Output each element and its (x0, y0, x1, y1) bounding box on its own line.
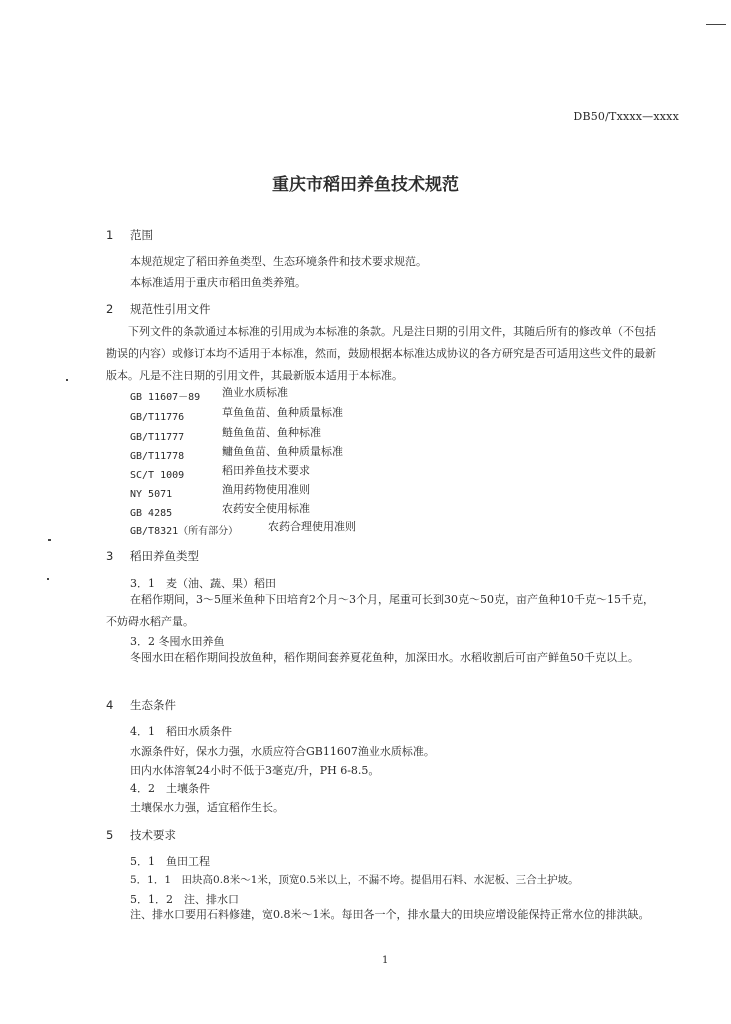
reference-code: GB/T11776 (130, 412, 185, 423)
section-2-heading (106, 301, 211, 317)
section-1-heading (106, 227, 153, 243)
section-title: 稻田养鱼类型 (130, 549, 199, 563)
scan-dot (48, 539, 51, 541)
intro-paragraph: 下列文件的条款通过本标准的引用成为本标准的条款。凡是注日期的引用文件，其随后所有的修改单（不包括勘误的内容）或修订本均不适用于本标准，然而，鼓励根据本标准达成协议的各方研究是否可适用这些文件的最新版本。凡是不注日期的引用文件，其最新版本适用于本标准。 (106, 325, 656, 382)
scan-dot (47, 578, 49, 580)
subsection-heading: 3．2 冬囤水田养鱼 (130, 635, 225, 648)
document-code: DB50/Txxxx—xxxx (573, 110, 679, 123)
section-4-heading (106, 697, 176, 713)
reference-name: 农药安全使用标准 (222, 502, 310, 515)
section-number: 1 (106, 228, 114, 242)
reference-row (130, 405, 184, 424)
reference-name: 鳙鱼鱼苗、鱼种质量标准 (222, 445, 343, 458)
paragraph: 本规范规定了稻田养鱼类型、生态环境条件和技术要求规范。 (130, 255, 427, 268)
section-number: 4 (106, 698, 114, 712)
scan-dot (66, 379, 68, 381)
section-title: 生态条件 (130, 698, 176, 712)
section-title: 技术要求 (130, 828, 176, 842)
reference-row (130, 463, 184, 482)
subsection-heading: 3．1 麦（油、蔬、果）稻田 (130, 577, 276, 590)
reference-name: 渔用药物使用准则 (222, 483, 310, 496)
subsection-heading: 4．2 土壤条件 (130, 782, 210, 795)
section-3-heading (106, 548, 199, 564)
reference-row (130, 501, 172, 520)
section-title: 范围 (130, 228, 153, 242)
clause-item: 5．1．1 田块高0.8米～1米，顶宽0.5米以上，不漏不垮。提倡用石料、水泥板、三合土护坡。 (130, 874, 579, 886)
reference-code: NY 5071 (130, 489, 173, 500)
paragraph: 土壤保水力强，适宜稻作生长。 (130, 801, 284, 814)
reference-name: 渔业水质标准 (222, 386, 288, 399)
paragraph: 注、排水口要用石料修建，宽0.8米～1米。每田各一个，排水量大的田块应增设能保持正常水位的排洪缺。 (130, 908, 650, 921)
paragraph: 在稻作期间，3～5厘米鱼种下田培育2个月～3个月，尾重可长到30克～50克，亩产鱼种10千克～15千克，不妨碍水稻产量。 (106, 593, 654, 628)
reference-name: 鲢鱼鱼苗、鱼种标准 (222, 426, 321, 439)
reference-row (130, 385, 200, 404)
page-title: 重庆市稻田养鱼技术规范 (272, 175, 459, 195)
paragraph: 冬囤水田在稻作期间投放鱼种，稻作期间套养夏花鱼种，加深田水。水稻收割后可亩产鲜鱼50千克以上。 (130, 651, 639, 664)
section-number: 3 (106, 549, 114, 563)
reference-name: 稻田养鱼技术要求 (222, 464, 310, 477)
paragraph: 本标准适用于重庆市稻田鱼类养殖。 (130, 276, 306, 289)
subsection-heading: 5．1．2 注、排水口 (130, 893, 239, 906)
subsection-heading: 4．1 稻田水质条件 (130, 725, 232, 738)
reference-code: GB/T11778 (130, 451, 185, 462)
reference-code: GB 11607－89 (130, 392, 201, 403)
paragraph: 田内水体溶氧24小时不低于3毫克/升，PH 6-8.5。 (130, 764, 380, 777)
reference-row (130, 444, 184, 463)
reference-name: 农药合理使用准则 (268, 520, 356, 533)
section-5-heading (106, 827, 176, 843)
scan-mark (706, 24, 726, 25)
reference-code: SC/T 1009 (130, 470, 185, 481)
subsection-heading: 5．1 鱼田工程 (130, 855, 210, 868)
reference-row (130, 519, 238, 538)
reference-row (130, 482, 172, 501)
reference-code: GB 4285 (130, 508, 173, 519)
reference-name: 草鱼鱼苗、鱼种质量标准 (222, 406, 343, 419)
page-number: 1 (382, 955, 389, 966)
section-title: 规范性引用文件 (130, 302, 211, 316)
reference-row (130, 425, 184, 444)
section-number: 2 (106, 302, 114, 316)
reference-code: GB/T11777 (130, 432, 185, 443)
paragraph: 水源条件好，保水力强，水质应符合GB11607渔业水质标准。 (130, 745, 435, 758)
reference-code: GB/T8321（所有部分） (130, 526, 239, 537)
section-number: 5 (106, 828, 114, 842)
